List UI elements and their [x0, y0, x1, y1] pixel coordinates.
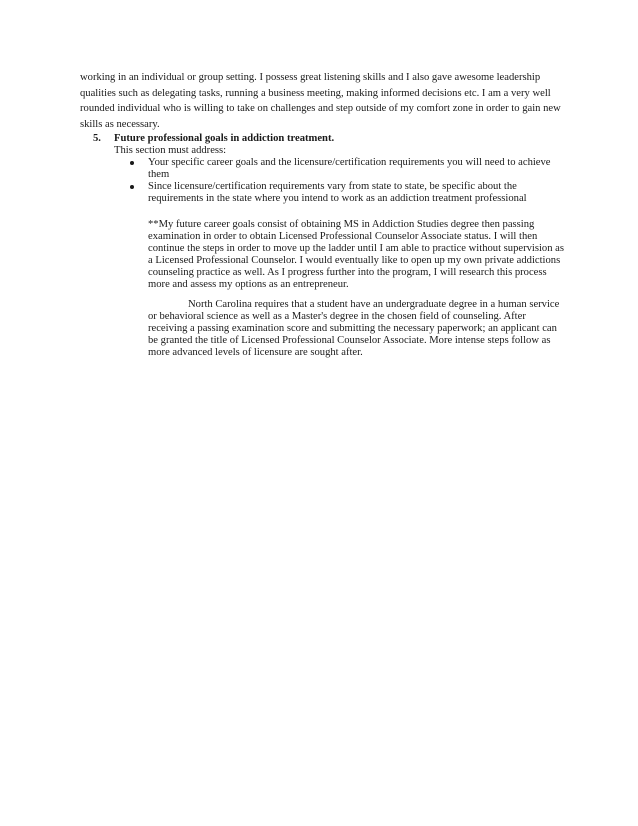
paragraph-line: receiving a passing examination score and submitting the necessary paperwork; an applicant can [148, 323, 557, 334]
career-goals-paragraph [93, 219, 563, 291]
section-subtitle: This section must address: [114, 145, 227, 156]
paragraph-line: North Carolina requires that a student have an undergraduate degree in a human service [188, 299, 560, 310]
paragraph-line: continue the steps in order to move up the ladder until I am able to practice without supervision as [148, 243, 564, 254]
bullet-line: them [148, 169, 170, 180]
paragraph-line: more advanced levels of licensure are sought after. [148, 347, 363, 358]
bullet-line: Your specific career goals and the licensure/certification requirements you will need to achieve [148, 157, 551, 168]
paragraph-line: counseling practice as well. As I progress further into the program, I will research this process [148, 267, 547, 278]
paragraph-line: a Licensed Professional Counselor. I would eventually like to open up my own private addictions [148, 255, 561, 266]
licensure-paragraph [93, 299, 563, 359]
intro-line: qualities such as delegating tasks, running a business meeting, making informed decisions etc. I am a very well [80, 87, 551, 99]
intro-line: skills as necessary. [80, 118, 160, 130]
bullet-icon [130, 161, 134, 165]
section-heading [93, 133, 563, 145]
intro-line: rounded individual who is willing to take on challenges and step outside of my comfort zone in order to gain new [80, 103, 561, 114]
paragraph-line: be granted the title of Licensed Professional Counselor Associate. More intense steps follow as [148, 335, 551, 346]
section-title: Future professional goals in addiction treatment. [114, 133, 335, 144]
list-item [130, 157, 563, 181]
paragraph-line: **My future career goals consist of obtaining MS in Addiction Studies degree then passing [148, 219, 535, 230]
paragraph-line: or behavioral science as well as a Master's degree in the chosen field of counseling. After [148, 311, 526, 322]
bullet-icon [130, 185, 134, 189]
requirements-list [93, 157, 563, 205]
paragraph-line: examination in order to obtain Licensed Professional Counselor Associate status. I will then [148, 231, 538, 242]
section-number: 5. [93, 133, 101, 144]
paragraph-line: more and assess my options as an entrepreneur. [148, 279, 349, 290]
list-item [130, 181, 563, 205]
intro-paragraph [80, 70, 560, 132]
intro-line: working in an individual or group setting. I possess great listening skills and I also gave awesome leadership [80, 72, 541, 83]
bullet-line: requirements in the state where you intend to work as an addiction treatment professional [148, 193, 527, 204]
section-5 [93, 133, 563, 359]
bullet-line: Since licensure/certification requirements vary from state to state, be specific about the [148, 181, 517, 192]
